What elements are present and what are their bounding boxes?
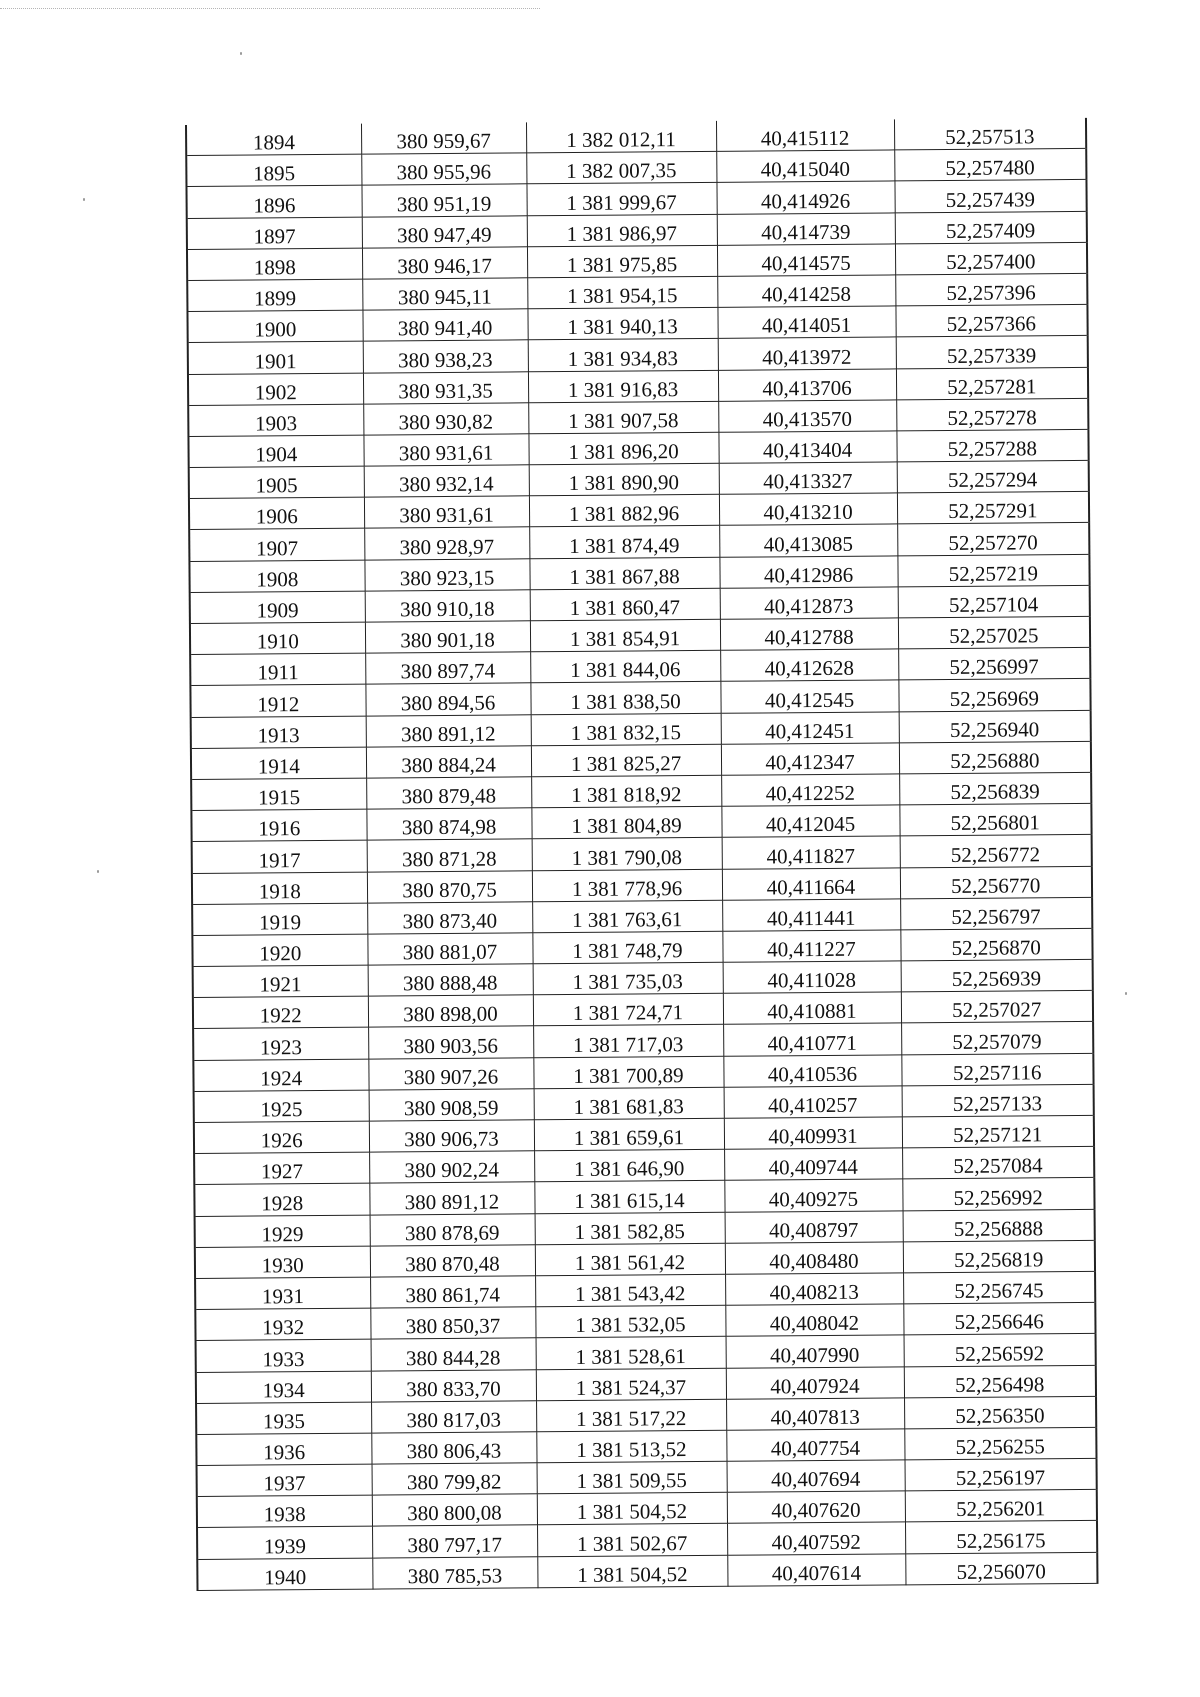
x-coordinate-cell: 380 799,82: [372, 1463, 537, 1495]
y-coordinate-cell: 1 381 513,52: [536, 1430, 726, 1463]
y-coordinate-cell: 1 381 860,47: [530, 588, 720, 621]
x-coordinate-cell: 380 955,96: [361, 153, 526, 185]
x-coordinate-cell: 380 879,48: [366, 777, 531, 809]
longitude-cell: 52,257079: [901, 1022, 1093, 1055]
latitude-cell: 40,413706: [718, 368, 896, 401]
point-number-cell: 1930: [195, 1246, 370, 1279]
latitude-cell: 40,409744: [724, 1148, 902, 1181]
y-coordinate-cell: 1 381 700,89: [533, 1056, 723, 1089]
point-number-cell: 1913: [191, 716, 366, 749]
x-coordinate-cell: 380 902,24: [369, 1151, 534, 1183]
longitude-cell: 52,257513: [894, 118, 1086, 150]
latitude-cell: 40,407924: [726, 1366, 904, 1399]
x-coordinate-cell: 380 931,35: [363, 371, 528, 403]
point-number-cell: 1909: [190, 591, 365, 624]
x-coordinate-cell: 380 800,08: [372, 1494, 537, 1526]
latitude-cell: 40,413570: [718, 400, 896, 433]
latitude-cell: 40,413404: [718, 431, 896, 464]
point-number-cell: 1931: [195, 1277, 370, 1310]
point-number-cell: 1919: [192, 903, 367, 936]
x-coordinate-cell: 380 891,12: [369, 1182, 534, 1214]
longitude-cell: 52,257116: [901, 1053, 1093, 1086]
latitude-cell: 40,412986: [719, 556, 897, 589]
x-coordinate-cell: 380 861,74: [370, 1276, 535, 1308]
latitude-cell: 40,412347: [721, 743, 899, 776]
y-coordinate-cell: 1 381 532,05: [535, 1305, 725, 1338]
x-coordinate-cell: 380 898,00: [368, 995, 533, 1027]
longitude-cell: 52,257281: [896, 367, 1088, 400]
latitude-cell: 40,407620: [727, 1491, 905, 1524]
latitude-cell: 40,413085: [719, 524, 897, 557]
longitude-cell: 52,256197: [905, 1458, 1097, 1491]
y-coordinate-cell: 1 381 867,88: [529, 557, 719, 590]
x-coordinate-cell: 380 850,37: [370, 1307, 535, 1339]
y-coordinate-cell: 1 381 543,42: [535, 1274, 725, 1307]
y-coordinate-cell: 1 381 763,61: [532, 900, 722, 933]
x-coordinate-cell: 380 908,59: [369, 1089, 534, 1121]
y-coordinate-cell: 1 381 524,37: [536, 1368, 726, 1401]
longitude-cell: 52,257288: [896, 429, 1088, 462]
longitude-cell: 52,256770: [900, 866, 1092, 899]
longitude-cell: 52,257366: [895, 305, 1087, 338]
point-number-cell: 1902: [188, 373, 363, 406]
point-number-cell: 1905: [189, 466, 364, 499]
scan-speck: [97, 870, 99, 873]
latitude-cell: 40,412873: [720, 587, 898, 620]
y-coordinate-cell: 1 381 646,90: [534, 1149, 724, 1182]
latitude-cell: 40,410536: [723, 1055, 901, 1088]
y-coordinate-cell: 1 381 907,58: [528, 401, 718, 434]
point-number-cell: 1897: [187, 217, 362, 250]
x-coordinate-cell: 380 844,28: [371, 1338, 536, 1370]
latitude-cell: 40,412451: [721, 711, 899, 744]
y-coordinate-cell: 1 381 509,55: [537, 1461, 727, 1494]
x-coordinate-cell: 380 906,73: [369, 1120, 534, 1152]
point-number-cell: 1900: [187, 310, 362, 343]
y-coordinate-cell: 1 382 007,35: [526, 152, 716, 185]
longitude-cell: 52,256997: [898, 648, 1090, 681]
x-coordinate-cell: 380 901,18: [365, 621, 530, 653]
point-number-cell: 1928: [194, 1183, 369, 1216]
latitude-cell: 40,414575: [717, 244, 895, 277]
point-number-cell: 1918: [192, 872, 367, 905]
latitude-cell: 40,407990: [726, 1335, 904, 1368]
coordinates-table-body: [186, 118, 1097, 1590]
longitude-cell: 52,257133: [902, 1084, 1094, 1117]
x-coordinate-cell: 380 959,67: [361, 122, 526, 154]
x-coordinate-cell: 380 833,70: [371, 1369, 536, 1401]
point-number-cell: 1896: [186, 185, 361, 218]
latitude-cell: 40,410881: [723, 992, 901, 1025]
point-number-cell: 1916: [191, 809, 366, 842]
latitude-cell: 40,415040: [716, 150, 894, 183]
longitude-cell: 52,256350: [904, 1396, 1096, 1429]
longitude-cell: 52,256880: [899, 741, 1091, 774]
point-number-cell: 1934: [196, 1371, 371, 1404]
x-coordinate-cell: 380 806,43: [371, 1432, 536, 1464]
y-coordinate-cell: 1 381 882,96: [529, 495, 719, 528]
point-number-cell: 1914: [191, 747, 366, 780]
y-coordinate-cell: 1 381 504,52: [537, 1493, 727, 1526]
coordinates-table: [185, 118, 1098, 1591]
x-coordinate-cell: 380 870,75: [367, 870, 532, 902]
latitude-cell: 40,414739: [717, 212, 895, 245]
longitude-cell: 52,256592: [904, 1334, 1096, 1367]
x-coordinate-cell: 380 903,56: [368, 1026, 533, 1058]
point-number-cell: 1895: [186, 154, 361, 187]
longitude-cell: 52,257396: [895, 273, 1087, 306]
latitude-cell: 40,411441: [722, 899, 900, 932]
point-number-cell: 1926: [194, 1121, 369, 1154]
point-number-cell: 1939: [197, 1527, 372, 1560]
point-number-cell: 1907: [189, 529, 364, 562]
x-coordinate-cell: 380 947,49: [362, 215, 527, 247]
longitude-cell: 52,256070: [905, 1552, 1097, 1585]
latitude-cell: 40,412045: [721, 805, 899, 838]
point-number-cell: 1927: [194, 1152, 369, 1185]
x-coordinate-cell: 380 884,24: [366, 746, 531, 778]
y-coordinate-cell: 1 381 954,15: [527, 276, 717, 309]
longitude-cell: 52,257219: [897, 554, 1089, 587]
longitude-cell: 52,256992: [902, 1178, 1094, 1211]
latitude-cell: 40,412788: [720, 618, 898, 651]
latitude-cell: 40,413210: [719, 493, 897, 526]
longitude-cell: 52,256745: [903, 1271, 1095, 1304]
x-coordinate-cell: 380 951,19: [361, 184, 526, 216]
point-number-cell: 1924: [193, 1059, 368, 1092]
x-coordinate-cell: 380 873,40: [367, 901, 532, 933]
latitude-cell: 40,414926: [716, 181, 894, 214]
longitude-cell: 52,256940: [899, 710, 1091, 743]
latitude-cell: 40,407813: [726, 1398, 904, 1431]
point-number-cell: 1899: [187, 279, 362, 312]
y-coordinate-cell: 1 381 561,42: [535, 1243, 725, 1276]
x-coordinate-cell: 380 941,40: [362, 309, 527, 341]
longitude-cell: 52,256255: [904, 1427, 1096, 1460]
longitude-cell: 52,257294: [897, 460, 1089, 493]
latitude-cell: 40,411827: [722, 836, 900, 869]
y-coordinate-cell: 1 381 582,85: [535, 1212, 725, 1245]
x-coordinate-cell: 380 897,74: [365, 652, 530, 684]
longitude-cell: 52,257439: [894, 180, 1086, 213]
longitude-cell: 52,257400: [895, 242, 1087, 275]
point-number-cell: 1921: [193, 965, 368, 998]
x-coordinate-cell: 380 881,07: [367, 933, 532, 965]
longitude-cell: 52,256819: [903, 1240, 1095, 1273]
latitude-cell: 40,410771: [723, 1023, 901, 1056]
y-coordinate-cell: 1 381 517,22: [536, 1399, 726, 1432]
latitude-cell: 40,413327: [719, 462, 897, 495]
point-number-cell: 1936: [196, 1433, 371, 1466]
x-coordinate-cell: 380 874,98: [366, 808, 531, 840]
x-coordinate-cell: 380 945,11: [362, 278, 527, 310]
y-coordinate-cell: 1 382 012,11: [526, 121, 716, 153]
y-coordinate-cell: 1 381 874,49: [529, 526, 719, 559]
point-number-cell: 1922: [193, 996, 368, 1029]
point-number-cell: 1920: [192, 934, 367, 967]
y-coordinate-cell: 1 381 832,15: [531, 713, 721, 746]
longitude-cell: 52,257027: [901, 991, 1093, 1024]
latitude-cell: 40,411028: [723, 961, 901, 994]
x-coordinate-cell: 380 907,26: [368, 1057, 533, 1089]
longitude-cell: 52,257025: [898, 616, 1090, 649]
latitude-cell: 40,407614: [727, 1554, 905, 1587]
x-coordinate-cell: 380 928,97: [364, 527, 529, 559]
point-number-cell: 1925: [194, 1090, 369, 1123]
longitude-cell: 52,257291: [897, 492, 1089, 525]
y-coordinate-cell: 1 381 854,91: [530, 619, 720, 652]
y-coordinate-cell: 1 381 504,52: [537, 1555, 727, 1588]
longitude-cell: 52,256772: [900, 835, 1092, 868]
point-number-cell: 1906: [189, 497, 364, 530]
latitude-cell: 40,411664: [722, 867, 900, 900]
latitude-cell: 40,407694: [727, 1460, 905, 1493]
y-coordinate-cell: 1 381 659,61: [534, 1118, 724, 1151]
longitude-cell: 52,256797: [900, 897, 1092, 930]
y-coordinate-cell: 1 381 804,89: [531, 806, 721, 839]
longitude-cell: 52,256201: [905, 1490, 1097, 1523]
scan-speck: [1125, 992, 1127, 995]
y-coordinate-cell: 1 381 528,61: [536, 1337, 726, 1370]
point-number-cell: 1903: [188, 404, 363, 437]
y-coordinate-cell: 1 381 717,03: [533, 1025, 723, 1058]
y-coordinate-cell: 1 381 934,83: [528, 339, 718, 372]
latitude-cell: 40,408480: [725, 1242, 903, 1275]
latitude-cell: 40,409275: [724, 1179, 902, 1212]
y-coordinate-cell: 1 381 778,96: [532, 869, 722, 902]
y-coordinate-cell: 1 381 844,06: [530, 651, 720, 684]
x-coordinate-cell: 380 932,14: [364, 465, 529, 497]
longitude-cell: 52,257480: [894, 149, 1086, 182]
x-coordinate-cell: 380 938,23: [363, 340, 528, 372]
y-coordinate-cell: 1 381 838,50: [530, 682, 720, 715]
point-number-cell: 1901: [188, 341, 363, 374]
point-number-cell: 1908: [189, 560, 364, 593]
point-number-cell: 1923: [193, 1028, 368, 1061]
x-coordinate-cell: 380 910,18: [365, 590, 530, 622]
longitude-cell: 52,257270: [897, 523, 1089, 556]
point-number-cell: 1911: [190, 653, 365, 686]
longitude-cell: 52,256839: [899, 772, 1091, 805]
point-number-cell: 1912: [190, 684, 365, 717]
longitude-cell: 52,256969: [898, 679, 1090, 712]
y-coordinate-cell: 1 381 790,08: [532, 838, 722, 871]
latitude-cell: 40,414258: [717, 275, 895, 308]
latitude-cell: 40,411227: [722, 930, 900, 963]
y-coordinate-cell: 1 381 681,83: [534, 1087, 724, 1120]
longitude-cell: 52,256870: [900, 928, 1092, 961]
longitude-cell: 52,257104: [898, 585, 1090, 618]
point-number-cell: 1904: [188, 435, 363, 468]
longitude-cell: 52,257084: [902, 1147, 1094, 1180]
x-coordinate-cell: 380 923,15: [364, 558, 529, 590]
point-number-cell: 1932: [195, 1308, 370, 1341]
longitude-cell: 52,257278: [896, 398, 1088, 431]
y-coordinate-cell: 1 381 986,97: [527, 214, 717, 247]
y-coordinate-cell: 1 381 999,67: [526, 183, 716, 216]
x-coordinate-cell: 380 817,03: [371, 1400, 536, 1432]
y-coordinate-cell: 1 381 975,85: [527, 245, 717, 278]
longitude-cell: 52,256498: [904, 1365, 1096, 1398]
x-coordinate-cell: 380 946,17: [362, 247, 527, 279]
latitude-cell: 40,408797: [725, 1210, 903, 1243]
latitude-cell: 40,409931: [724, 1117, 902, 1150]
longitude-cell: 52,256888: [903, 1209, 1095, 1242]
longitude-cell: 52,256175: [905, 1521, 1097, 1554]
x-coordinate-cell: 380 878,69: [370, 1213, 535, 1245]
latitude-cell: 40,412252: [721, 774, 899, 807]
point-number-cell: 1940: [197, 1558, 372, 1591]
x-coordinate-cell: 380 871,28: [367, 839, 532, 871]
longitude-cell: 52,257409: [895, 211, 1087, 244]
point-number-cell: 1937: [197, 1464, 372, 1497]
latitude-cell: 40,408213: [725, 1273, 903, 1306]
x-coordinate-cell: 380 931,61: [363, 434, 528, 466]
y-coordinate-cell: 1 381 615,14: [534, 1181, 724, 1214]
longitude-cell: 52,256646: [903, 1303, 1095, 1336]
point-number-cell: 1935: [196, 1402, 371, 1435]
y-coordinate-cell: 1 381 896,20: [528, 432, 718, 465]
x-coordinate-cell: 380 891,12: [366, 714, 531, 746]
y-coordinate-cell: 1 381 748,79: [532, 931, 722, 964]
point-number-cell: 1898: [187, 248, 362, 281]
point-number-cell: 1917: [192, 840, 367, 873]
x-coordinate-cell: 380 930,82: [363, 403, 528, 435]
scan-speck: [83, 198, 85, 201]
latitude-cell: 40,410257: [724, 1086, 902, 1119]
scan-speck: [240, 52, 242, 55]
longitude-cell: 52,257339: [896, 336, 1088, 369]
latitude-cell: 40,415112: [716, 119, 894, 151]
x-coordinate-cell: 380 894,56: [365, 683, 530, 715]
y-coordinate-cell: 1 381 502,67: [537, 1524, 727, 1557]
latitude-cell: 40,412628: [720, 649, 898, 682]
y-coordinate-cell: 1 381 825,27: [531, 744, 721, 777]
x-coordinate-cell: 380 931,61: [364, 496, 529, 528]
latitude-cell: 40,407754: [726, 1429, 904, 1462]
latitude-cell: 40,407592: [727, 1522, 905, 1555]
latitude-cell: 40,414051: [717, 306, 895, 339]
x-coordinate-cell: 380 785,53: [372, 1556, 537, 1588]
y-coordinate-cell: 1 381 735,03: [533, 962, 723, 995]
latitude-cell: 40,413972: [718, 337, 896, 370]
latitude-cell: 40,412545: [720, 680, 898, 713]
y-coordinate-cell: 1 381 916,83: [528, 370, 718, 403]
point-number-cell: 1915: [191, 778, 366, 811]
x-coordinate-cell: 380 870,48: [370, 1245, 535, 1277]
y-coordinate-cell: 1 381 724,71: [533, 994, 723, 1027]
latitude-cell: 40,408042: [725, 1304, 903, 1337]
point-number-cell: 1933: [196, 1339, 371, 1372]
point-number-cell: 1938: [197, 1495, 372, 1528]
y-coordinate-cell: 1 381 940,13: [527, 307, 717, 340]
x-coordinate-cell: 380 888,48: [368, 964, 533, 996]
x-coordinate-cell: 380 797,17: [372, 1525, 537, 1557]
table-row: [197, 1552, 1097, 1590]
point-number-cell: 1929: [195, 1215, 370, 1248]
scan-edge-artifact: [0, 8, 540, 9]
point-number-cell: 1910: [190, 622, 365, 655]
longitude-cell: 52,256939: [901, 959, 1093, 992]
y-coordinate-cell: 1 381 818,92: [531, 775, 721, 808]
y-coordinate-cell: 1 381 890,90: [529, 463, 719, 496]
point-number-cell: 1894: [186, 124, 361, 156]
longitude-cell: 52,257121: [902, 1115, 1094, 1148]
longitude-cell: 52,256801: [899, 804, 1091, 837]
